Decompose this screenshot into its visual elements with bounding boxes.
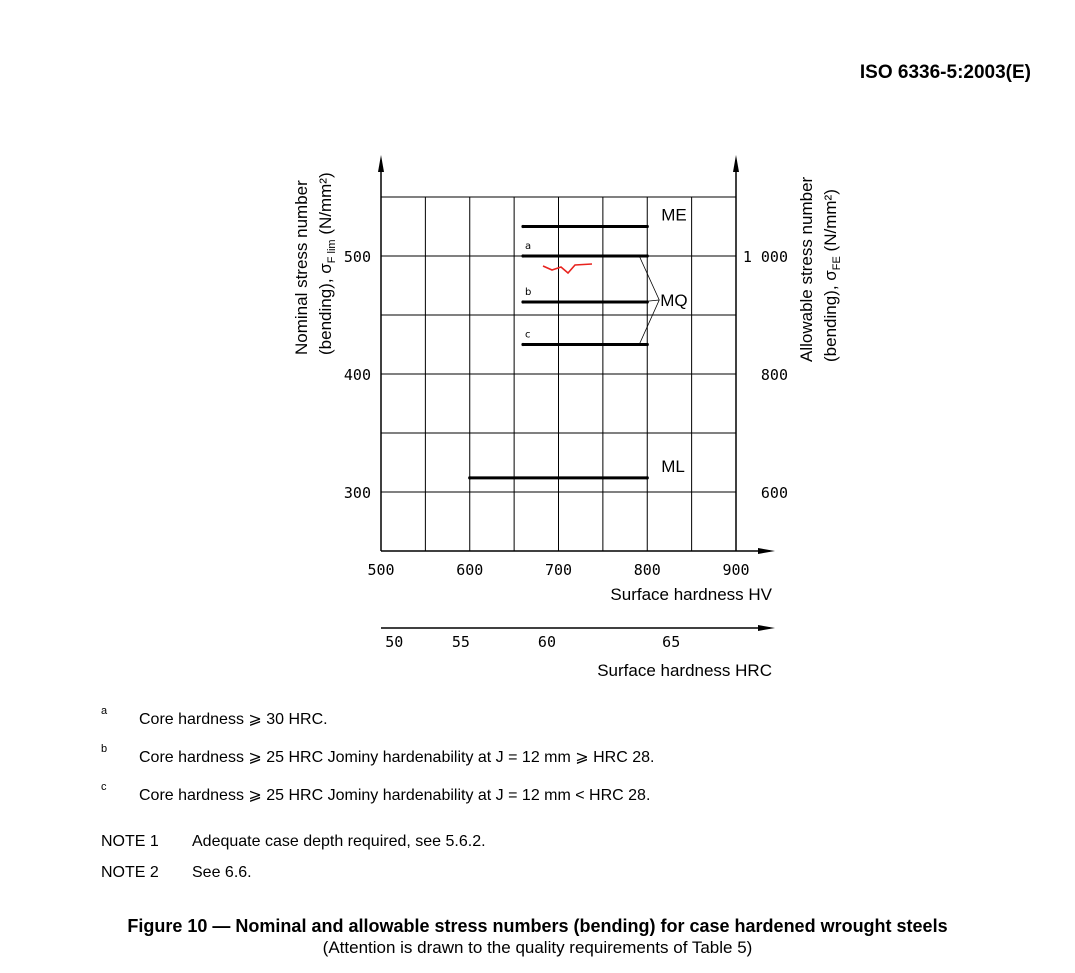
right-tick-label: 800 <box>760 366 788 384</box>
hv-tick-label: 600 <box>456 561 484 579</box>
note-1 <box>101 833 486 851</box>
hv-tick-label: 500 <box>367 561 395 579</box>
note-2 <box>101 864 252 882</box>
hrc-tick-label: 50 <box>385 633 404 651</box>
hv-axis-label: Surface hardness HV <box>610 585 772 604</box>
left-tick-label: 300 <box>343 484 371 502</box>
note-1-label: NOTE 1 <box>101 833 159 850</box>
hv-tick-label: 900 <box>722 561 750 579</box>
left-axis-arrow <box>378 155 384 172</box>
note-2-label: NOTE 2 <box>101 864 159 881</box>
left-axis-label-sigma: (bending), σ <box>316 263 335 355</box>
footnote-text: Core hardness ⩾ 30 HRC. <box>139 711 328 728</box>
right-axis-label-unit: (N/mm²) <box>821 189 840 257</box>
series-footnote-mark: c <box>525 329 531 341</box>
right-tick-label: 1 000 <box>742 248 788 266</box>
chart-series <box>468 206 687 480</box>
series-end-point <box>646 225 649 228</box>
right-axis-label-sigma: (bending), σ <box>821 270 840 362</box>
right-tick-label: 600 <box>760 484 788 502</box>
series-start-point <box>521 300 524 303</box>
left-axis-label-unit: (N/mm²) <box>316 172 335 240</box>
caption-title: Figure 10 — Nominal and allowable stress numbers (bending) for case hardened wrought steels <box>127 916 948 936</box>
hv-tick-label: 800 <box>633 561 661 579</box>
caption-subtitle: (Attention is drawn to the quality requirements of Table 5) <box>322 938 753 957</box>
right-axis-label-sub: FE <box>831 256 843 271</box>
left-axis-label-line2 <box>316 172 338 355</box>
hrc-tick-label: 60 <box>537 633 556 651</box>
chart-grid <box>381 197 736 551</box>
hrc-axis-arrow <box>758 625 775 631</box>
right-axis-label <box>797 176 843 362</box>
mq-leader-line <box>639 256 659 300</box>
handwritten-check-mark <box>543 264 592 273</box>
series-footnote-mark: b <box>525 287 532 299</box>
note-2-text: See 6.6. <box>192 864 252 881</box>
left-axis-label-sub: F lim <box>326 239 338 264</box>
hv-tick-label: 700 <box>544 561 573 579</box>
series-end-point <box>646 476 649 479</box>
left-axis-label-line1: Nominal stress number <box>292 180 311 355</box>
series-label-mq: MQ <box>660 291 688 311</box>
series-footnote-mark: a <box>525 241 532 252</box>
hv-axis-arrow <box>758 548 775 554</box>
hrc-axis-label: Surface hardness HRC <box>597 661 772 680</box>
hrc-tick-label: 65 <box>662 633 681 651</box>
series-start-point <box>521 254 524 257</box>
right-axis-label-line2 <box>821 189 843 362</box>
footnote-text: Core hardness ⩾ 25 HRC Jominy hardenability at J = 12 mm < HRC 28. <box>139 787 651 804</box>
footnote-mark: a <box>101 705 108 717</box>
series-label-ml: ML <box>661 456 685 476</box>
footnote-mark: c <box>101 781 107 793</box>
right-axis-arrow <box>733 155 739 172</box>
note-1-text: Adequate case depth required, see 5.6.2. <box>192 833 486 850</box>
series-label-me: ME <box>661 205 687 225</box>
figure-caption <box>0 916 1075 958</box>
standard-header: ISO 6336-5:2003(E) <box>859 62 1031 83</box>
left-tick-label: 500 <box>343 248 371 266</box>
series-end-point <box>646 254 649 257</box>
series-start-point <box>521 225 524 228</box>
left-axis-label <box>292 172 338 355</box>
series-end-point <box>646 343 649 346</box>
footnote-text: Core hardness ⩾ 25 HRC Jominy hardenability at J = 12 mm ⩾ HRC 28. <box>139 749 655 766</box>
series-start-point <box>468 476 471 479</box>
hrc-tick-label: 55 <box>451 633 470 651</box>
footnote-mark: b <box>101 743 108 755</box>
left-tick-label: 400 <box>343 366 371 384</box>
mq-leader-line <box>639 300 659 344</box>
series-start-point <box>521 343 524 346</box>
right-axis-label-line1: Allowable stress number <box>797 176 816 362</box>
